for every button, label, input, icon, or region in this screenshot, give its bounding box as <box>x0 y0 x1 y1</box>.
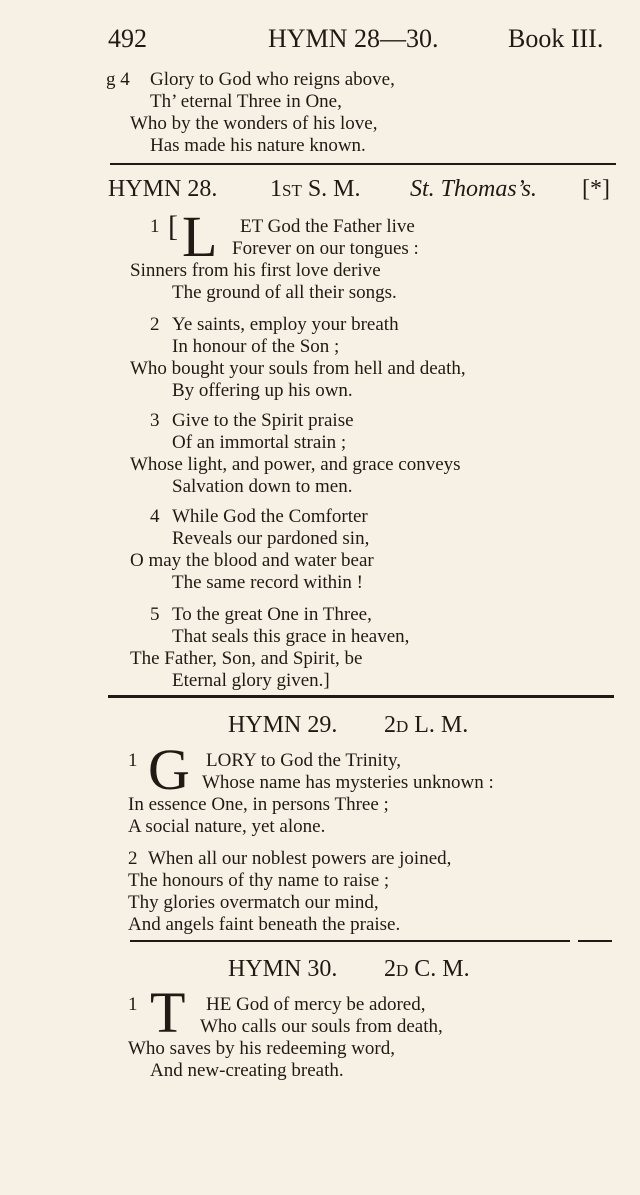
hymn-28-meter: 1st S. M. <box>270 176 361 202</box>
book-label: Book III. <box>508 24 604 53</box>
line: Eternal glory given.] <box>172 670 330 691</box>
line: Thy glories overmatch our mind, <box>128 892 379 913</box>
line: The honours of thy name to raise ; <box>128 870 390 891</box>
line: To the great One in Three, <box>172 604 372 625</box>
line: Whose name has mysteries unknown : <box>202 772 494 793</box>
hymn-30-meter: 2d C. M. <box>384 956 470 982</box>
line: Who bought your souls from hell and death, <box>130 358 466 379</box>
line: When all our noblest powers are joined, <box>148 848 452 869</box>
verse-number: 4 <box>150 506 160 527</box>
line: And angels faint beneath the praise. <box>128 914 401 935</box>
line: Ye saints, employ your breath <box>172 314 399 335</box>
drop-cap: G <box>148 737 190 802</box>
line: The same record within ! <box>172 572 363 593</box>
hymn-29-meter: 2d L. M. <box>384 712 469 738</box>
line: By offering up his own. <box>172 380 353 401</box>
signature-marker: g 4 <box>106 69 130 90</box>
line: Who calls our souls from death, <box>200 1016 443 1037</box>
prev-line-4: Has made his nature known. <box>150 135 366 156</box>
prev-line-1: Glory to God who reigns above, <box>150 69 395 90</box>
drop-cap: L <box>182 204 218 269</box>
bracket: [ <box>168 210 178 243</box>
line: Whose light, and power, and grace conveys <box>130 454 461 475</box>
line: The Father, Son, and Spirit, be <box>130 648 363 669</box>
verse-number: 1 <box>128 994 138 1015</box>
line: Of an immortal strain ; <box>172 432 347 453</box>
verse-number: 2 <box>128 848 138 869</box>
line: While God the Comforter <box>172 506 368 527</box>
line: That seals this grace in heaven, <box>172 626 410 647</box>
verse-number: 5 <box>150 604 160 625</box>
verse-number: 2 <box>150 314 160 335</box>
divider-rule <box>108 695 614 698</box>
hymn-29-title: HYMN 29. <box>228 712 338 738</box>
hymn-28-title: HYMN 28. <box>108 176 218 202</box>
line: Sinners from his first love derive <box>130 260 381 281</box>
page-number: 492 <box>108 24 147 53</box>
prev-line-3: Who by the wonders of his love, <box>130 113 378 134</box>
line: Reveals our pardoned sin, <box>172 528 370 549</box>
line: In honour of the Son ; <box>172 336 340 357</box>
line: Give to the Spirit praise <box>172 410 354 431</box>
line: The ground of all their songs. <box>172 282 397 303</box>
hymn-30-title: HYMN 30. <box>228 956 338 982</box>
hymn-28-mark: [*] <box>582 176 610 202</box>
line: And new-creating breath. <box>150 1060 344 1081</box>
divider-rule <box>110 163 616 165</box>
line: Forever on our tongues : <box>232 238 419 259</box>
running-title: HYMN 28—30. <box>268 24 439 53</box>
line: LORY to God the Trinity, <box>206 750 401 771</box>
line: In essence One, in persons Three ; <box>128 794 389 815</box>
divider-rule <box>130 940 570 942</box>
hymn-28-tune: St. Thomas’s. <box>410 176 537 202</box>
line: A social nature, yet alone. <box>128 816 326 837</box>
line: Who saves by his redeeming word, <box>128 1038 395 1059</box>
line: HE God of mercy be adored, <box>206 994 426 1015</box>
verse-number: 1 <box>128 750 138 771</box>
divider-rule-end <box>578 940 612 942</box>
line: ET God the Father live <box>240 216 415 237</box>
verse-number: 1 <box>150 216 160 237</box>
verse-number: 3 <box>150 410 160 431</box>
line: O may the blood and water bear <box>130 550 374 571</box>
prev-line-2: Th’ eternal Three in One, <box>150 91 342 112</box>
line: Salvation down to men. <box>172 476 353 497</box>
drop-cap: T <box>150 980 186 1045</box>
